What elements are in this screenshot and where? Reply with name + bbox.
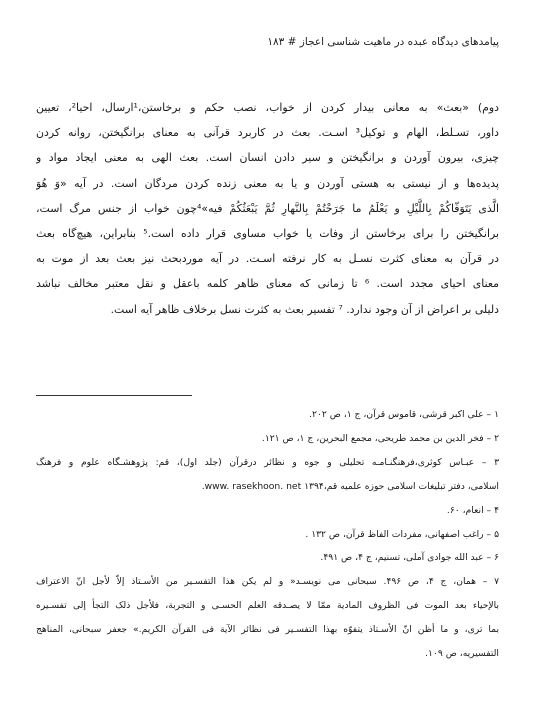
body-line: الَّذی یَتَوَفّاکُمْ بِاللَّیْلِ و یَعْلَمُ ما جَرَحْتُمْ بِالنَّهارِ ثُمَّ یَبْعَثُکُمْ فیه»⁴چون خواب از جنس مرگ است،	[36, 201, 499, 215]
body-line: داور، تسـلط، الهام و توکیل³ اسـت. بعث در کاربرد قرآنی به معنای برانگیختن، روانه کردن	[36, 126, 499, 140]
body-text	[36, 95, 499, 322]
footnote-5: ۵ – راغب اصفهانی، مفردات الفاظ قرآن، ص ۱۳۲ .	[305, 528, 499, 540]
body-line: در قرآن به معنای کثرت نسـل به کار نرفته اسـت. در آیه موردبحث نیز بعث بعد از موت به	[36, 252, 499, 266]
body-line: پدیده‌ها و از نیستی به هستی آوردن و یا به معنی زنده کردن مردگان است. در آیه «وَ هُوَ	[36, 176, 499, 190]
running-header: پیامدهای دیدگاه عبده در ماهیت شناسی اعجاز # ۱۸۳	[267, 36, 499, 48]
body-line: چیزی، بیرون آوردن و برانگیختن و سیر دادن انسان است. بعث الهی به معنی ایجاد مواد و	[36, 151, 499, 165]
footnote-1: ۱ – علی اکبر قرشی، قاموس قرآن، ج ۱، ص ۲۰۲.	[309, 409, 499, 420]
footnote-4: ۴ – انعام، ۶۰.	[446, 504, 499, 516]
footnote-7-continued: التفسیریه، ص ۱۰۹.	[425, 648, 499, 660]
footnote-separator	[36, 395, 192, 396]
footnote-6: ۶ – عبد الله جوادی آملی، تسنیم، ج ۴، ص ۴۹۱.	[320, 552, 499, 564]
body-paragraph	[36, 95, 499, 322]
footnote-2: ۲ – فخر الدین بن محمد طریحی، مجمع البحرین، ج ۱، ص ۱۲۱.	[261, 432, 499, 444]
footnote-7: ۷ – همان، ج ۴، ص ۴۹۶. سبحانی می نویسـد« و لم یکن هذا التفسـیر من الأسـتاذ إلاّ لأجل انّ الاعتراف	[36, 576, 499, 588]
footnote-7-continued: بالإحیاء بعد الموت فی الظروف المادیة ممّا لا یصـدقه العلم الحسـی و التجربة، فلأجل ذلک التجأ إلی تفسـیره	[36, 600, 499, 612]
footnotes	[36, 403, 499, 666]
body-line: دوم) «بعث» به معانی بیدار کردن از خواب، نصب حکم و برخاستن،¹ارسال، احیا²، تعیین	[36, 101, 499, 114]
body-line: برانگیختن را برای برخاستن از وفات یا خواب مساوی قرار داده است.⁵ بنابراین، هیچ‌گاه بعث	[36, 227, 499, 241]
footnote-7-continued: بما تری، و ما أظن انّ الأسـتاذ یتفوّه بهذا التفسـیر فی نظائر الآیة فی القرآن الکریم.» جعفر سبحانی، المناهج	[36, 624, 499, 636]
body-line: معنای احیای مجدد است. ⁶ تا زمانی که معنای ظاهر کلمه باعقل و نقل معتبر مخالف نباشد	[36, 277, 499, 291]
footnote-3-continued: اسلامی، دفتر تبلیغات اسلامی حوزه علمیه قم،۱۳۹۴ www. rasekhoon. net.	[201, 480, 499, 492]
body-line: دلیلی بر اعراض از آن وجود ندارد. ⁷ تفسیر بعث به کثرت نسل برخلاف ظاهر آیه است.	[110, 302, 499, 316]
footnote-3: ۳ – عبـاس کوثری،فرهنگنـامـه تحلیلی و جوه و نظائر درقرآن (جلد اول)، قم: پژوهشـگاه علوم و فرهنگ	[36, 456, 499, 468]
